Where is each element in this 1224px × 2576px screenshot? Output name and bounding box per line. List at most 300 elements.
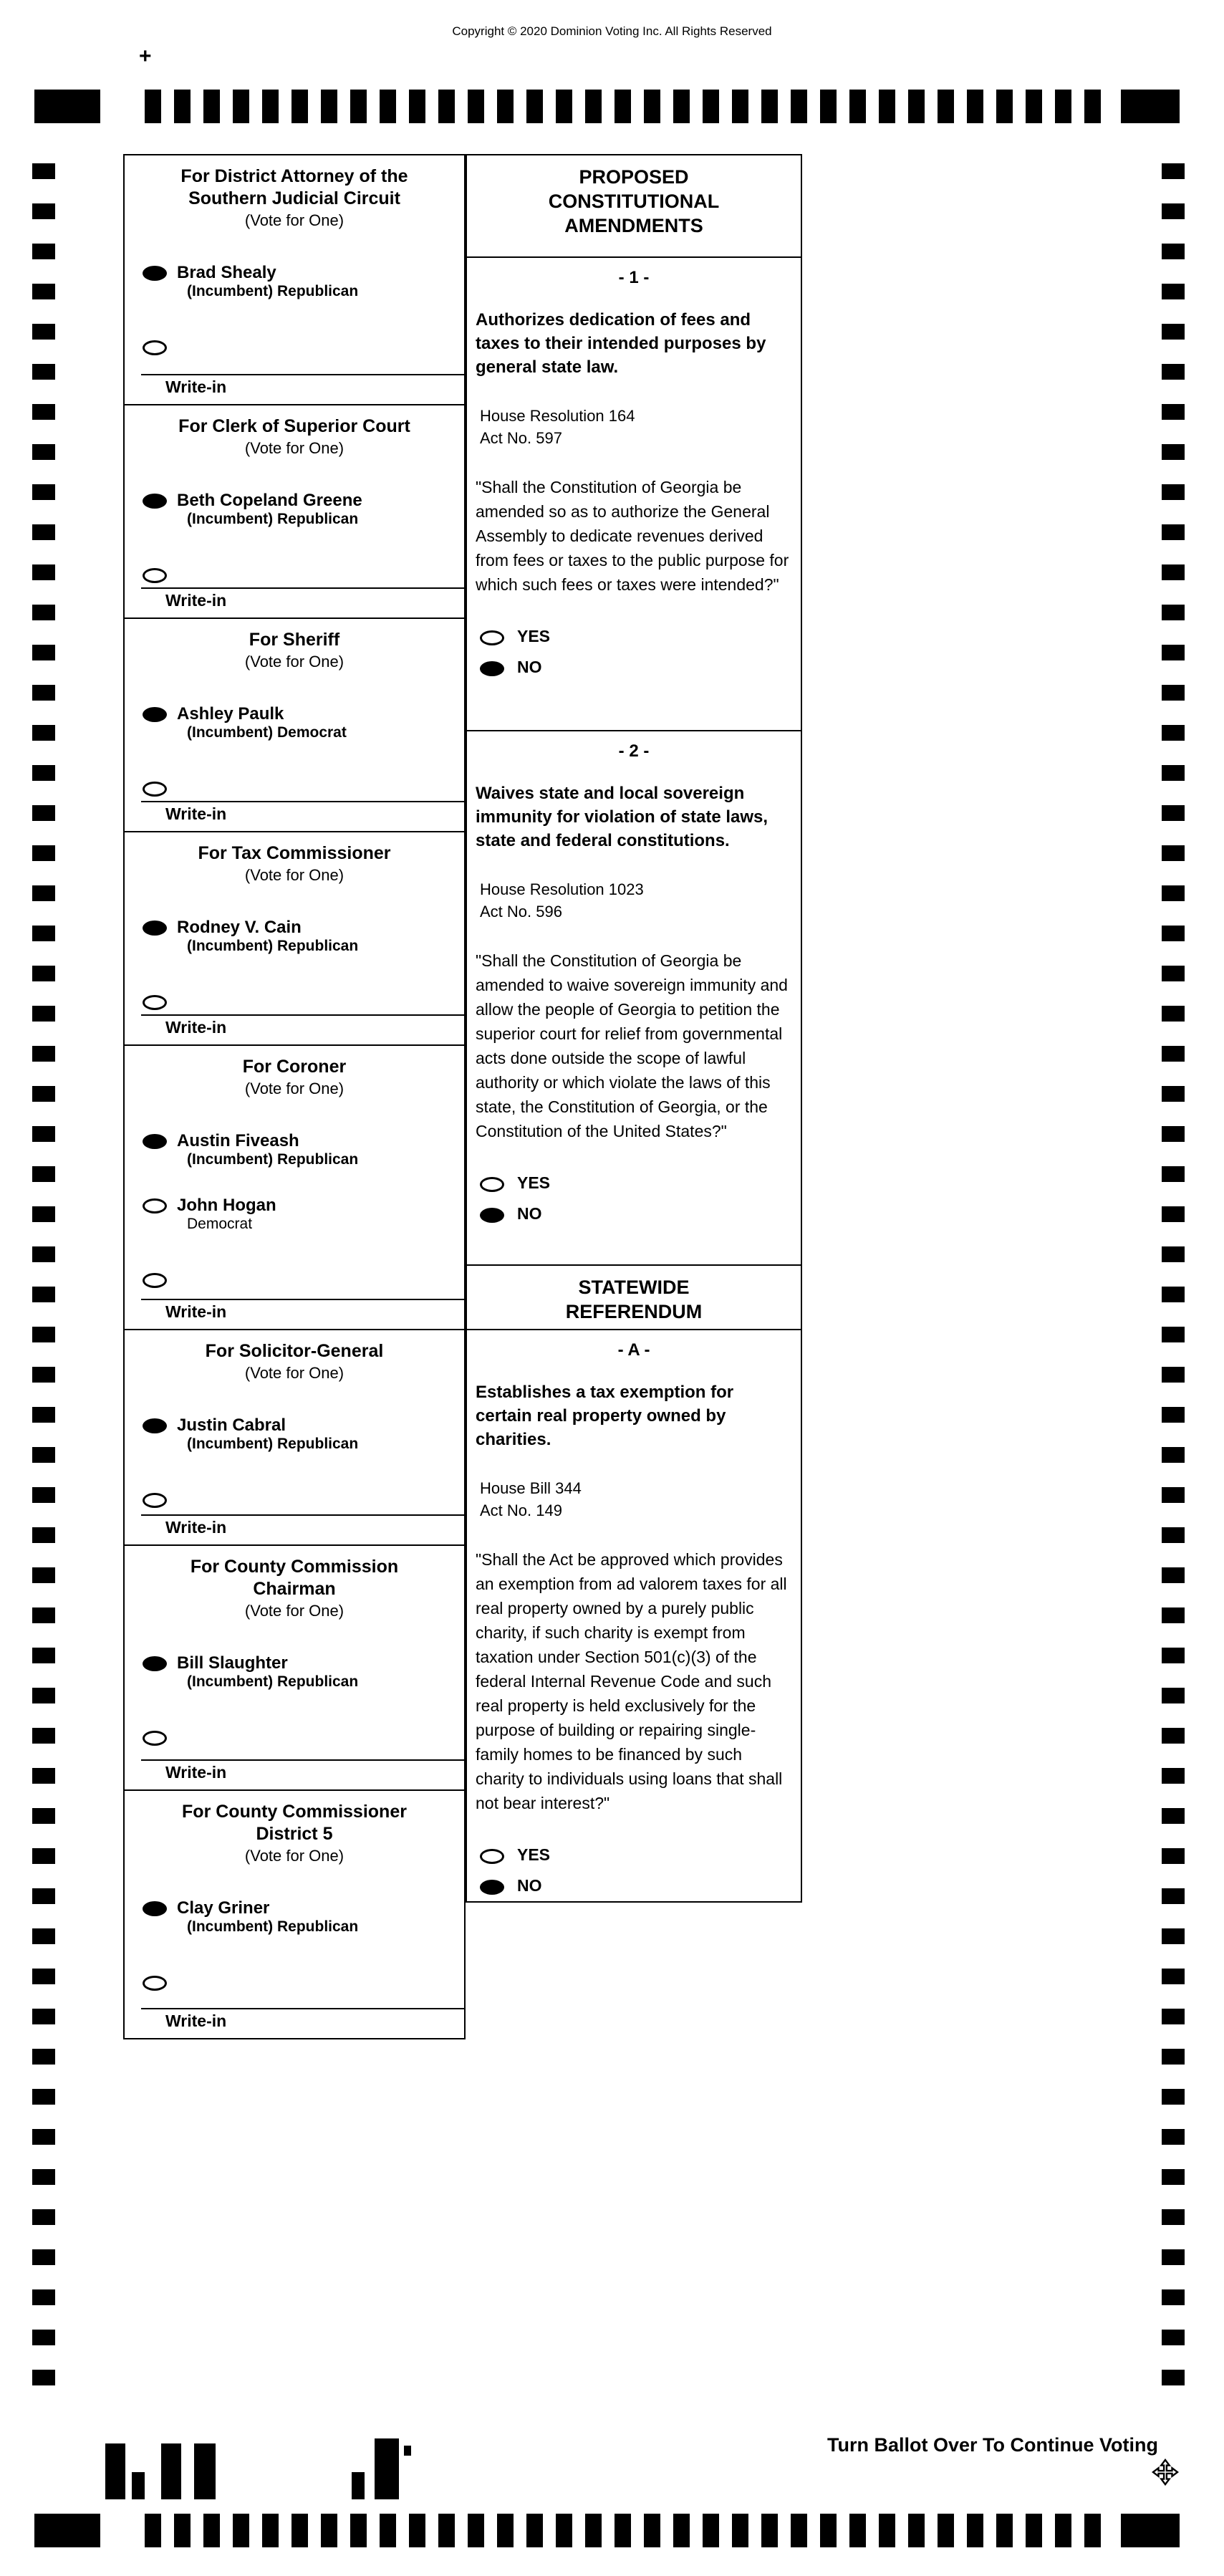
timing-mark	[791, 90, 807, 123]
measure	[466, 256, 802, 731]
edge-timing-mark	[32, 805, 55, 821]
edge-timing-mark	[1162, 966, 1185, 981]
edge-timing-mark	[32, 1607, 55, 1623]
edge-timing-mark	[1162, 1447, 1185, 1463]
timing-mark	[1084, 2514, 1101, 2547]
timing-mark	[615, 2514, 631, 2547]
timing-bars	[145, 2514, 1101, 2547]
registration-plus-mark: +	[139, 44, 152, 68]
edge-timing-mark	[32, 1888, 55, 1904]
barcode-bar	[352, 2472, 365, 2499]
timing-mark	[996, 2514, 1013, 2547]
timing-mark	[732, 2514, 748, 2547]
candidate-bubble[interactable]	[143, 494, 167, 509]
candidate-bubble[interactable]	[143, 1134, 167, 1149]
edge-timing-mark	[1162, 1768, 1185, 1784]
timing-block-left	[34, 90, 100, 123]
write-in-label: Write-in	[165, 591, 227, 610]
edge-timing-mark	[1162, 1527, 1185, 1543]
edge-timing-mark	[1162, 1246, 1185, 1262]
measure-question: "Shall the Act be approved which provides an exemption from ad valorem taxes for all real property owned by a purely public charity, if such charity is exempt from taxation under Section 501(c)(3) of the federal Internal Revenue Code and such real property is held exclusively for the purpose of building or repairing single-family homes to be financed by such charity to individuals using loans that shall not bear interest?"	[476, 1550, 787, 1812]
option-label: NO	[517, 1876, 542, 1895]
edge-timing-mark	[32, 2009, 55, 2024]
edge-timing-mark	[1162, 2249, 1185, 2265]
edge-timing-mark	[32, 1969, 55, 1984]
write-in-area	[125, 2008, 464, 2038]
write-in-bubble[interactable]	[143, 1493, 167, 1508]
option-label: NO	[517, 1204, 542, 1223]
four-way-arrow-icon	[1152, 2459, 1179, 2489]
contest-title: For Tax Commissioner	[198, 843, 391, 863]
edge-timing-mark	[1162, 1969, 1185, 1984]
edge-timing-mark	[32, 163, 55, 179]
timing-mark	[203, 90, 220, 123]
timing-mark	[350, 2514, 367, 2547]
contest-title: For County Commission Chairman	[190, 1557, 399, 1599]
timing-mark	[791, 2514, 807, 2547]
edge-timing-mark	[32, 725, 55, 741]
timing-mark	[321, 90, 337, 123]
timing-mark	[1055, 90, 1071, 123]
timing-mark	[291, 90, 308, 123]
candidate-name: Bill Slaughter	[177, 1653, 288, 1673]
edge-timing-mark	[32, 1808, 55, 1824]
candidate-bubble[interactable]	[143, 266, 167, 281]
candidate-info	[177, 263, 358, 300]
candidate-bubble[interactable]	[143, 921, 167, 936]
edge-timing-mark	[32, 1728, 55, 1744]
timing-mark	[761, 90, 778, 123]
timing-mark	[703, 2514, 719, 2547]
edge-timing-mark	[1162, 725, 1185, 741]
edge-timing-mark	[32, 444, 55, 460]
edge-timing-mark	[32, 364, 55, 380]
edge-timing-mark	[1162, 1567, 1185, 1583]
write-in-bubble-row	[125, 565, 464, 583]
contest-title: For Sheriff	[249, 630, 340, 650]
timing-mark	[409, 2514, 425, 2547]
vote-for-label: (Vote for One)	[244, 1602, 344, 1620]
write-in-area	[125, 1299, 464, 1329]
edge-timing-mark	[32, 1648, 55, 1663]
timing-block-left	[34, 2514, 100, 2547]
write-in-area	[125, 1014, 464, 1044]
measure-number: - 2 -	[618, 741, 650, 761]
write-in-bubble[interactable]	[143, 782, 167, 797]
measure-option-row	[467, 1876, 801, 1895]
edge-timing-mark	[1162, 163, 1185, 179]
candidate-name: Austin Fiveash	[177, 1131, 299, 1150]
edge-timing-mark	[1162, 2089, 1185, 2105]
timing-mark	[262, 90, 279, 123]
timing-mark	[820, 90, 837, 123]
vote-for-label: (Vote for One)	[244, 1364, 344, 1382]
write-in-label: Write-in	[165, 804, 227, 823]
timing-mark	[321, 2514, 337, 2547]
candidate-row	[125, 1898, 464, 1936]
timing-mark	[585, 2514, 602, 2547]
barcode-bar	[375, 2438, 399, 2499]
timing-mark	[732, 90, 748, 123]
edge-timing-mark	[1162, 1166, 1185, 1182]
option-bubble[interactable]	[480, 1880, 504, 1895]
contest-title: For Clerk of Superior Court	[178, 416, 410, 436]
write-in-label: Write-in	[165, 378, 227, 396]
edge-timing-mark	[1162, 1648, 1185, 1663]
timing-mark	[291, 2514, 308, 2547]
edge-timing-mark	[32, 284, 55, 299]
barcode-bar	[404, 2446, 411, 2456]
edge-timing-mark	[1162, 845, 1185, 861]
edge-timing-mark	[32, 1848, 55, 1864]
edge-timing-mark	[1162, 203, 1185, 219]
write-in-label: Write-in	[165, 2012, 227, 2030]
edge-timing-mark	[1162, 685, 1185, 701]
timing-mark	[1084, 90, 1101, 123]
timing-mark	[145, 90, 161, 123]
edge-timing-mark	[1162, 1206, 1185, 1222]
edge-timing-mark	[1162, 404, 1185, 420]
barcode-bar	[105, 2443, 125, 2499]
write-in-bubble[interactable]	[143, 995, 167, 1010]
edge-timing-mark	[32, 1768, 55, 1784]
candidate-bubble[interactable]	[143, 1418, 167, 1433]
measure	[466, 730, 802, 1266]
timing-mark	[497, 90, 514, 123]
timing-mark	[380, 90, 396, 123]
option-label: YES	[517, 1845, 551, 1864]
write-in-area	[125, 1514, 464, 1544]
measure-number: - 1 -	[618, 268, 650, 287]
timing-block-right	[1121, 2514, 1180, 2547]
edge-timing-mark	[32, 1166, 55, 1182]
timing-mark	[673, 2514, 690, 2547]
vote-for-label: (Vote for One)	[244, 1080, 344, 1097]
timing-mark	[497, 2514, 514, 2547]
edge-timing-mark	[1162, 1287, 1185, 1302]
edge-timing-mark	[32, 1246, 55, 1262]
measure-summary: Establishes a tax exemption for certain real property owned by charities.	[476, 1383, 734, 1449]
edge-timing-mark	[1162, 926, 1185, 941]
edge-timing-mark	[1162, 1848, 1185, 1864]
write-in-area	[125, 587, 464, 617]
option-label: YES	[517, 627, 551, 645]
edge-timing-mark	[32, 2249, 55, 2265]
option-bubble[interactable]	[480, 1208, 504, 1223]
timing-mark	[673, 90, 690, 123]
edge-timing-mark	[1162, 284, 1185, 299]
option-label: NO	[517, 658, 542, 676]
candidate-info	[177, 1653, 358, 1691]
write-in-bubble-row	[125, 1728, 464, 1746]
contest-title: For Solicitor-General	[205, 1341, 384, 1361]
option-bubble[interactable]	[480, 1177, 504, 1192]
timing-mark	[468, 2514, 484, 2547]
edge-timing-mark	[1162, 564, 1185, 580]
timing-mark	[556, 90, 572, 123]
option-bubble[interactable]	[480, 630, 504, 645]
write-in-bubble[interactable]	[143, 340, 167, 355]
timing-mark	[409, 90, 425, 123]
write-in-bubble[interactable]	[143, 1273, 167, 1288]
barcode-bar	[132, 2472, 145, 2499]
edge-timing-mark	[1162, 1487, 1185, 1503]
measure-references: House Bill 344 Act No. 149	[480, 1479, 582, 1519]
candidate-row	[125, 1653, 464, 1691]
timing-mark	[967, 90, 983, 123]
edge-timing-mark	[1162, 1407, 1185, 1423]
timing-mark	[996, 90, 1013, 123]
timing-mark	[350, 90, 367, 123]
edge-timing-mark	[1162, 1888, 1185, 1904]
candidate-name: Beth Copeland Greene	[177, 491, 362, 510]
edge-timing-mark	[32, 605, 55, 620]
edge-timing-mark	[32, 1367, 55, 1383]
edge-timing-mark	[32, 1567, 55, 1583]
candidate-info	[177, 491, 362, 528]
edge-timing-mark	[32, 1928, 55, 1944]
edge-timing-mark	[32, 885, 55, 901]
candidate-party: (Incumbent) Republican	[187, 1673, 359, 1690]
measure-option-row	[467, 1845, 801, 1865]
edge-timing-mark	[32, 1046, 55, 1062]
timing-mark	[203, 2514, 220, 2547]
edge-timing-mark	[32, 1447, 55, 1463]
option-bubble[interactable]	[480, 661, 504, 676]
write-in-bubble[interactable]	[143, 568, 167, 583]
write-in-bubble-row	[125, 337, 464, 355]
candidate-info	[177, 1416, 358, 1453]
timing-mark	[967, 2514, 983, 2547]
edge-timing-mark	[32, 324, 55, 340]
edge-timing-mark	[1162, 324, 1185, 340]
candidate-party: (Incumbent) Republican	[187, 283, 359, 299]
edge-timing-mark	[1162, 2049, 1185, 2065]
candidate-row	[125, 918, 464, 955]
candidate-party: (Incumbent) Republican	[187, 1151, 359, 1168]
edge-timing-mark	[1162, 1728, 1185, 1744]
edge-timing-mark	[1162, 1126, 1185, 1142]
candidate-name: Rodney V. Cain	[177, 918, 302, 937]
measure-option-row	[467, 627, 801, 646]
write-in-label: Write-in	[165, 1018, 227, 1037]
candidate-bubble[interactable]	[143, 1901, 167, 1916]
timing-mark	[644, 90, 660, 123]
edge-timing-mark	[32, 1527, 55, 1543]
timing-bars	[145, 90, 1101, 123]
edge-timing-mark	[1162, 765, 1185, 781]
timing-mark	[1026, 2514, 1042, 2547]
timing-mark	[908, 90, 925, 123]
write-in-area	[125, 801, 464, 831]
edge-timing-mark	[1162, 2370, 1185, 2385]
timing-mark	[262, 2514, 279, 2547]
measure-option-row	[467, 1204, 801, 1224]
timing-mark	[615, 90, 631, 123]
vote-for-label: (Vote for One)	[244, 211, 344, 229]
candidate-bubble[interactable]	[143, 1198, 167, 1213]
edge-timing-mark	[32, 765, 55, 781]
candidate-row	[125, 491, 464, 528]
timing-mark	[526, 90, 543, 123]
vote-for-label: (Vote for One)	[244, 439, 344, 457]
edge-timing-mark	[32, 2289, 55, 2305]
edge-timing-mark	[1162, 1086, 1185, 1102]
candidate-bubble[interactable]	[143, 707, 167, 722]
edge-timing-mark	[32, 2169, 55, 2185]
candidate-party: (Incumbent) Republican	[187, 938, 359, 954]
write-in-bubble[interactable]	[143, 1731, 167, 1746]
candidate-info	[177, 1131, 358, 1168]
write-in-bubble-row	[125, 779, 464, 797]
candidate-party: (Incumbent) Republican	[187, 511, 359, 527]
write-in-bubble-row	[125, 1270, 464, 1288]
measure-question: "Shall the Constitution of Georgia be amended to waive sovereign immunity and allow the people of Georgia to petition the superior court for relief from governmental acts done outside the scope of lawful authority or which violate the laws of this state, the Constitution of Georgia, or the Constitution of the United States?"	[476, 951, 788, 1140]
timing-marks-top	[34, 90, 1180, 123]
timing-mark	[644, 2514, 660, 2547]
candidate-party: (Incumbent) Republican	[187, 1436, 359, 1452]
edge-timing-mark	[32, 1327, 55, 1342]
measure-option-row	[467, 1173, 801, 1193]
timing-mark	[849, 90, 866, 123]
contest	[123, 1329, 466, 1546]
candidate-info	[177, 704, 347, 741]
timing-marks-left-edge	[32, 163, 55, 2385]
candidate-info	[177, 1898, 358, 1936]
timing-mark	[938, 2514, 954, 2547]
edge-timing-mark	[1162, 364, 1185, 380]
edge-timing-mark	[32, 484, 55, 500]
write-in-area	[125, 1759, 464, 1789]
timing-mark	[468, 90, 484, 123]
turn-ballot-over-text: Turn Ballot Over To Continue Voting	[827, 2434, 1158, 2456]
edge-timing-mark	[1162, 444, 1185, 460]
edge-timing-mark	[1162, 1006, 1185, 1022]
timing-mark	[526, 2514, 543, 2547]
measure-option-row	[467, 658, 801, 677]
candidate-name: Ashley Paulk	[177, 704, 284, 724]
contest	[123, 1789, 466, 2039]
edge-timing-mark	[1162, 1046, 1185, 1062]
timing-mark	[585, 90, 602, 123]
edge-timing-mark	[32, 926, 55, 941]
write-in-bubble-row	[125, 1490, 464, 1508]
timing-mark	[849, 2514, 866, 2547]
measure-summary: Waives state and local sovereign immunity for violation of state laws, state and federal constitutions.	[476, 784, 768, 850]
edge-timing-mark	[32, 1487, 55, 1503]
timing-mark	[438, 2514, 455, 2547]
edge-timing-mark	[32, 966, 55, 981]
write-in-bubble-row	[125, 1973, 464, 1991]
measure-number: - A -	[617, 1340, 650, 1360]
measures-column	[466, 154, 802, 1903]
timing-mark	[938, 90, 954, 123]
candidate-info	[177, 918, 358, 955]
edge-timing-mark	[1162, 645, 1185, 660]
edge-timing-mark	[32, 1287, 55, 1302]
contest	[123, 831, 466, 1046]
timing-mark	[908, 2514, 925, 2547]
edge-timing-mark	[32, 203, 55, 219]
edge-timing-mark	[32, 2330, 55, 2345]
timing-mark	[1055, 2514, 1071, 2547]
edge-timing-mark	[32, 1086, 55, 1102]
timing-mark	[145, 2514, 161, 2547]
timing-mark	[761, 2514, 778, 2547]
timing-mark	[174, 2514, 191, 2547]
measure-references: House Resolution 1023 Act No. 596	[480, 880, 644, 921]
candidate-row	[125, 263, 464, 300]
edge-timing-mark	[32, 564, 55, 580]
timing-mark	[174, 90, 191, 123]
edge-timing-mark	[32, 1407, 55, 1423]
edge-timing-mark	[1162, 885, 1185, 901]
edge-timing-mark	[1162, 805, 1185, 821]
timing-mark	[380, 2514, 396, 2547]
edge-timing-mark	[32, 524, 55, 540]
timing-mark	[556, 2514, 572, 2547]
write-in-bubble-row	[125, 992, 464, 1010]
edge-timing-mark	[1162, 2169, 1185, 2185]
edge-timing-mark	[32, 2370, 55, 2385]
timing-marks-bottom	[34, 2514, 1180, 2547]
write-in-label: Write-in	[165, 1518, 227, 1537]
referendum-header: STATEWIDE REFERENDUM	[466, 1264, 802, 1330]
edge-timing-mark	[1162, 244, 1185, 259]
candidate-name: John Hogan	[177, 1196, 276, 1215]
edge-timing-mark	[1162, 2009, 1185, 2024]
measure-question: "Shall the Constitution of Georgia be amended so as to authorize the General Assembly to dedicate revenues derived from fees or taxes to the public purpose for which such fees or taxes were intended?"	[476, 478, 789, 594]
candidate-row	[125, 1131, 464, 1168]
barcode-bar	[161, 2443, 181, 2499]
edge-timing-mark	[32, 1688, 55, 1703]
candidate-bubble[interactable]	[143, 1656, 167, 1671]
write-in-bubble[interactable]	[143, 1976, 167, 1991]
edge-timing-mark	[1162, 1688, 1185, 1703]
timing-marks-right-edge	[1162, 163, 1185, 2385]
measure	[466, 1329, 802, 1903]
timing-mark	[438, 90, 455, 123]
edge-timing-mark	[32, 645, 55, 660]
timing-mark	[703, 90, 719, 123]
timing-block-right	[1121, 90, 1180, 123]
candidate-party: (Incumbent) Republican	[187, 1918, 359, 1935]
vote-for-label: (Vote for One)	[244, 653, 344, 671]
contest	[123, 154, 466, 405]
edge-timing-mark	[1162, 484, 1185, 500]
barcode-bar	[194, 2443, 216, 2499]
edge-timing-mark	[32, 2089, 55, 2105]
write-in-area	[125, 374, 464, 404]
timing-mark	[233, 90, 249, 123]
edge-timing-mark	[1162, 1928, 1185, 1944]
edge-timing-mark	[32, 685, 55, 701]
contest	[123, 617, 466, 832]
contest-title: For County Commissioner District 5	[182, 1802, 407, 1844]
edge-timing-mark	[32, 244, 55, 259]
timing-mark	[820, 2514, 837, 2547]
edge-timing-mark	[32, 2129, 55, 2145]
candidate-name: Brad Shealy	[177, 263, 276, 282]
candidate-row	[125, 704, 464, 741]
option-bubble[interactable]	[480, 1849, 504, 1864]
contest-title: For District Attorney of the Southern Judicial Circuit	[180, 166, 408, 208]
edge-timing-mark	[1162, 1367, 1185, 1383]
edge-timing-mark	[1162, 1327, 1185, 1342]
vote-for-label: (Vote for One)	[244, 866, 344, 884]
candidate-name: Clay Griner	[177, 1898, 270, 1918]
candidate-name: Justin Cabral	[177, 1416, 286, 1435]
